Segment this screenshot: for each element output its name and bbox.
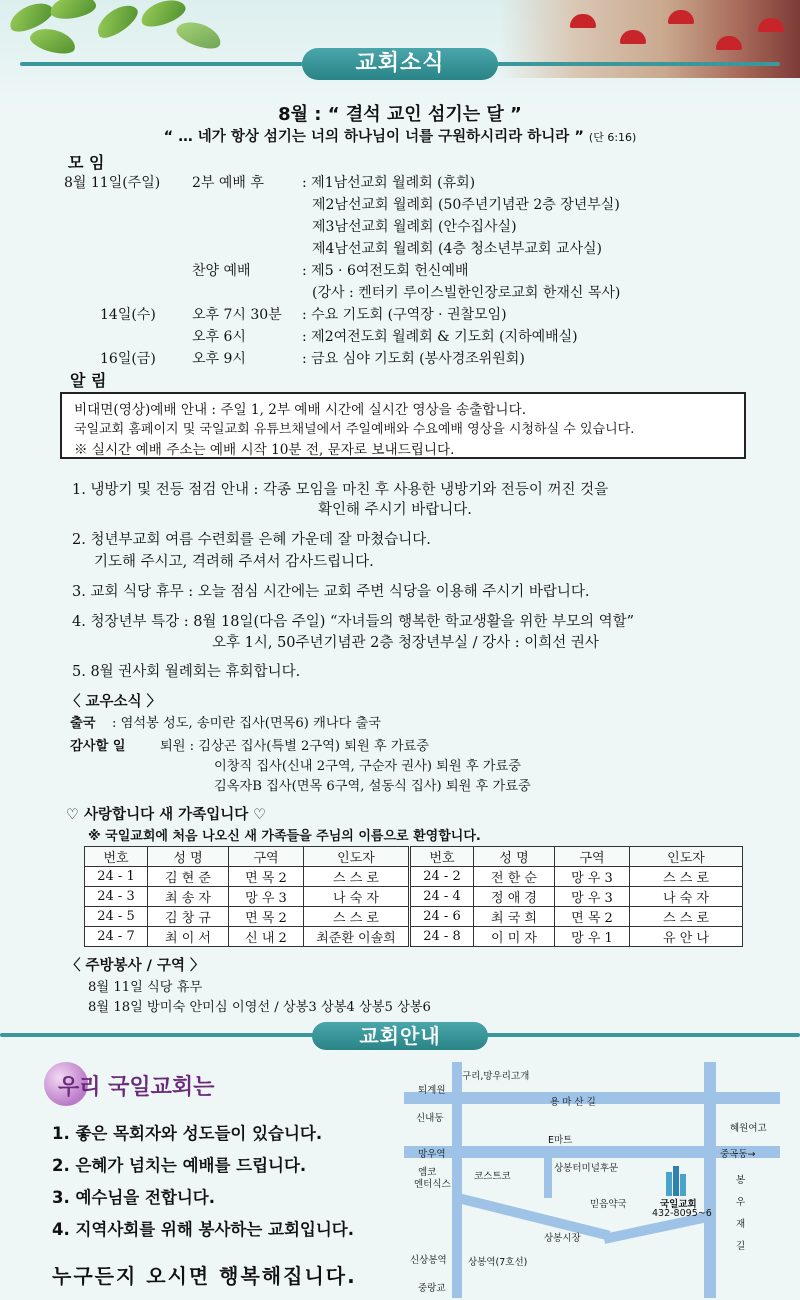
table-cell: 스 스 로 bbox=[630, 867, 743, 887]
meeting-time: 오후 9시 bbox=[192, 351, 246, 367]
map-label: 길 bbox=[736, 1241, 746, 1252]
col-district: 구역 bbox=[555, 847, 630, 867]
news-banner: 교회소식 bbox=[302, 48, 498, 80]
table-cell: 면 목 2 bbox=[555, 907, 630, 927]
guide-closing: 누구든지 오시면 행복해집니다. bbox=[52, 1264, 357, 1288]
map-label: 혜원여고 bbox=[730, 1123, 767, 1134]
map-label: 엔터식스 bbox=[414, 1179, 451, 1190]
guide-item: 1. 좋은 목회자와 성도들이 있습니다. bbox=[52, 1124, 323, 1143]
table-cell: 24 - 3 bbox=[85, 887, 148, 907]
map-road-terminal bbox=[544, 1158, 552, 1198]
departure-label: 출국 bbox=[70, 716, 96, 731]
map-label: 신상봉역 bbox=[410, 1255, 447, 1266]
thanks-line: 이창직 집사(신내 2구역, 구순자 권사) 퇴원 후 가료중 bbox=[214, 759, 521, 774]
table-cell: 정 애 경 bbox=[474, 887, 555, 907]
table-cell: 24 - 5 bbox=[85, 907, 148, 927]
table-cell: 면 목 2 bbox=[229, 907, 304, 927]
meeting-description: 제2남선교회 월례회 (50주년기념관 2층 장년부실) bbox=[312, 197, 620, 213]
meeting-time: 오후 7시 30분 bbox=[192, 307, 282, 323]
table-cell: 유 안 나 bbox=[630, 927, 743, 947]
col-number: 번호 bbox=[410, 847, 474, 867]
table-cell: 면 목 2 bbox=[229, 867, 304, 887]
map-label: 상봉터미널후문 bbox=[554, 1163, 619, 1174]
verse-text: “ … 네가 항상 섬기는 너의 하나님이 너를 구원하시리라 하니라 ” bbox=[163, 129, 584, 145]
map-label: 퇴계원 bbox=[418, 1085, 446, 1096]
map-label: 코스트코 bbox=[474, 1171, 511, 1182]
table-cell: 24 - 4 bbox=[410, 887, 474, 907]
meeting-description: : 제2여전도회 월례회 & 기도회 (지하예배실) bbox=[302, 329, 578, 345]
meeting-description: 제4남선교회 월례회 (4층 청소년부교회 교사실) bbox=[312, 241, 602, 257]
thanks-line: 퇴원 : 김상곤 집사(특별 2구역) 퇴원 후 가료중 bbox=[160, 739, 430, 754]
map-label: 우 bbox=[736, 1197, 746, 1208]
meeting-time: 찬양 예배 bbox=[192, 263, 251, 279]
kitchen-line: 8월 18일 방미숙 안미심 이영선 / 상봉3 상봉4 상봉5 상봉6 bbox=[88, 1000, 431, 1015]
table-cell: 24 - 8 bbox=[410, 927, 474, 947]
meetings-heading: 모 임 bbox=[68, 153, 105, 172]
table-cell: 나 숙 자 bbox=[630, 887, 743, 907]
new-family-heading: ♡ 사랑합니다 새 가족입니다 ♡ bbox=[66, 807, 267, 823]
guide-item: 3. 예수님을 전합니다. bbox=[52, 1188, 216, 1207]
map-label: 봉 bbox=[736, 1175, 746, 1186]
meeting-date: 14일(수) bbox=[100, 307, 156, 323]
table-cell: 나 숙 자 bbox=[304, 887, 410, 907]
table-cell: 망 우 3 bbox=[229, 887, 304, 907]
members-news-heading: 〈 교우소식 〉 bbox=[66, 694, 162, 710]
table-cell: 김 현 준 bbox=[148, 867, 229, 887]
table-cell: 최 송 자 bbox=[148, 887, 229, 907]
table-cell: 최준환 이솔희 bbox=[304, 927, 410, 947]
kitchen-heading: 〈 주방봉사 / 구역 〉 bbox=[66, 958, 205, 974]
map-label: 망우역 bbox=[418, 1149, 446, 1160]
table-cell: 망 우 3 bbox=[555, 887, 630, 907]
notice-line: 비대면(영상)예배 안내 : 주일 1, 2부 예배 시간에 실시간 영상을 송출합니다. bbox=[74, 402, 527, 418]
map-label: 국일교회 bbox=[660, 1199, 697, 1210]
table-cell: 신 내 2 bbox=[229, 927, 304, 947]
table-cell: 이 미 자 bbox=[474, 927, 555, 947]
table-row bbox=[85, 907, 743, 927]
leaves-illustration bbox=[0, 0, 230, 80]
table-cell: 24 - 6 bbox=[410, 907, 474, 927]
notice-item-5: 5. 8월 권사회 월례회는 휴회합니다. bbox=[72, 664, 301, 680]
bulletin-page: 교회소식 8월 : “ 결석 교인 섬기는 달 ” “ … 네가 항상 섬기는 너의 하나님이 너를 구원하시리라 하니라 ” (단 6:16) 모 임 8월 11일(주일) 2부 예배 후 : 제1남선교회 월례회 (휴회) 제2남선교회 월례회 (50주년기념관 2층 장년부실) 제3남선교회 월례회 (안수집사실) 제4남선교회 월례회 (4층 청소년부교회 교사실) 찬양 예배 : 제5 · 6여전도회 헌신예배 (강사 : 켄터키 루이스빌한인장로교회 한재신 목사) 14일(수) 오후 7시 30분 : 수요 기도회 (구역장 · 권찰모임) 오후 6시 : 제2여전도회 월례회 & 기도회 (지하예배실) 16일(금) 오후 9시 : 금요 심야 기도회 (봉사경조위원회) 알 림 비대면(영상)예배 안내 : 주일 1, 2부 예배 시간에 실시간 영상을 송출합니다. 국일교회 홈페이지 및 국일교회 유튜브채널에서 주일예배와 수요예배 영상을 시청하실 수 있습니다. ※ 실시간 예배 주소는 예배 시작 10분 전, 문자로 보내드립니다. 1. 냉방기 및 전등 점검 안내 : 각종 모임을 마친 후 사용한 냉방기와 전등이 꺼진 것을 확인해 주시기 바랍니다. 2. 청년부교회 여름 수련회를 은혜 가운데 잘 마쳤습니다. 기도해 주시고, 격려해 주셔서 감사드립니다. 3. 교회 식당 휴무 : 오늘 점심 시간에는 교회 주변 식당을 이용해 주시기 바랍니다. 4. 청장년부 특강 : 8월 18일(다음 주일) “자녀들의 행복한 학교생활을 위한 부모의 역할” 오후 1시, 50주년기념관 2층 청장년부실 / 강사 : 이희선 권사 5. 8월 권사회 월례회는 휴회합니다. 〈 교우소식 〉 출국 : 염석봉 성도, 송미란 집사(면목6) 캐나다 출국 감사할 일 퇴원 : 김상곤 집사(특별 2구역) 퇴원 후 가료중 이창직 집사(신내 2구역, 구순자 권사) 퇴원 후 가료중 김옥자B 집사(면목 6구역, 설동식 집사) 퇴원 후 가료중 ♡ 사랑합니다 새 가족입니다 ♡ ※ 국일교회에 처음 나오신 새 가족들을 주님의 이름으로 환영합니다. 번호 성 명 구역 인도자 번호 성 명 구역 인도자 24 - 1 김 현 준 면 목 2 스 스 로 24 - 2 전 한 순 망 우 3 스 스 로 24 - 3 최 송 자 망 우 3 나 숙 자 24 - 4 정 애 경 망 우 3 나 숙 자 24 - 5 김 창 규 면 목 2 스 스 로 24 - 6 최 국 희 면 목 2 스 스 로 24 - 7 최 이 서 신 내 2 최준환 이솔희 24 - 8 이 미 자 망 우 1 유 안 나 〈 주방봉사 / 구역 〉 8월 11일 식당 휴무 8월 18일 방미숙 안미심 이영선 / 상봉3 상봉4 상봉5 상봉6 교회안내 우리 국일교회는 1. 좋은 목회자와 성도들이 있습니다. 2. 은혜가 넘치는 예배를 드립니다. 3. 예수님을 전합니다. 4. 지역사회를 위해 봉사하는 교회입니다. 누구든지 오시면 행복해집니다. 구리,망우리고개 퇴계원 용 마 산 길 신내동 E마트 혜원여고 망우역 중곡동→ 엠코 엔터식스 코스트코 상봉터미널후문 국일교회 432-8095~6 믿음약국 봉 우 재 길 상봉시장 신상봉역 상봉역(7호선) 중랑교 bbox=[0, 0, 800, 1300]
guide-item: 4. 지역사회를 위해 봉사하는 교회입니다. bbox=[52, 1220, 355, 1239]
meeting-description: (강사 : 켄터키 루이스빌한인장로교회 한재신 목사) bbox=[312, 285, 621, 301]
col-district: 구역 bbox=[229, 847, 304, 867]
map-road-diagonal bbox=[453, 1192, 611, 1240]
church-guide-section bbox=[0, 1022, 800, 1300]
thanks-line: 김옥자B 집사(면목 6구역, 설동식 집사) 퇴원 후 가료중 bbox=[214, 779, 531, 794]
departure-text: : 염석봉 성도, 송미란 집사(면목6) 캐나다 출국 bbox=[112, 716, 382, 731]
table-cell: 24 - 7 bbox=[85, 927, 148, 947]
map-label: 중랑교 bbox=[418, 1283, 446, 1294]
verse-reference: (단 6:16) bbox=[588, 131, 637, 144]
map-label: 신내동 bbox=[416, 1113, 444, 1124]
month-theme-title: 8월 : “ 결석 교인 섬기는 달 ” bbox=[278, 104, 522, 125]
table-row bbox=[85, 887, 743, 907]
map-label: 용 마 산 길 bbox=[550, 1097, 596, 1108]
church-building-icon bbox=[660, 1166, 692, 1196]
col-number: 번호 bbox=[85, 847, 148, 867]
table-cell: 망 우 1 bbox=[555, 927, 630, 947]
map-label: 상봉역(7호선) bbox=[468, 1257, 528, 1268]
meeting-time: 오후 6시 bbox=[192, 329, 246, 345]
meeting-description: : 수요 기도회 (구역장 · 권찰모임) bbox=[302, 307, 507, 323]
guide-banner: 교회안내 bbox=[312, 1022, 488, 1050]
table-cell: 김 창 규 bbox=[148, 907, 229, 927]
meeting-date: 8월 11일(주일) bbox=[64, 175, 161, 191]
notice-line: ※ 실시간 예배 주소는 예배 시작 10분 전, 문자로 보내드립니다. bbox=[74, 442, 455, 458]
location-map bbox=[404, 1062, 780, 1298]
table-cell: 망 우 3 bbox=[555, 867, 630, 887]
table-cell: 스 스 로 bbox=[630, 907, 743, 927]
announcements-heading: 알 림 bbox=[70, 371, 107, 390]
guide-intro bbox=[20, 1050, 400, 1290]
map-label: 구리,망우리고개 bbox=[462, 1071, 530, 1082]
table-cell: 최 국 희 bbox=[474, 907, 555, 927]
table-row bbox=[85, 867, 743, 887]
choir-photo bbox=[500, 0, 800, 78]
table-cell: 최 이 서 bbox=[148, 927, 229, 947]
meeting-date: 16일(금) bbox=[100, 351, 156, 367]
meeting-description: : 금요 심야 기도회 (봉사경조위원회) bbox=[302, 351, 525, 367]
col-name: 성 명 bbox=[474, 847, 555, 867]
map-label: E마트 bbox=[548, 1135, 573, 1146]
table-cell: 전 한 순 bbox=[474, 867, 555, 887]
col-name: 성 명 bbox=[148, 847, 229, 867]
notice-item-3: 3. 교회 식당 휴무 : 오늘 점심 시간에는 교회 주변 식당을 이용해 주시기 바랍니다. bbox=[72, 584, 590, 600]
col-guide: 인도자 bbox=[304, 847, 410, 867]
table-row bbox=[85, 927, 743, 947]
meeting-description: 제3남선교회 월례회 (안수집사실) bbox=[312, 219, 517, 235]
online-worship-notice bbox=[60, 392, 746, 459]
meeting-description: : 제1남선교회 월례회 (휴회) bbox=[302, 175, 476, 191]
table-cell: 24 - 2 bbox=[410, 867, 474, 887]
new-family-note: ※ 국일교회에 처음 나오신 새 가족들을 주님의 이름으로 환영합니다. bbox=[88, 829, 481, 844]
new-family-rows bbox=[85, 867, 743, 947]
meeting-description: : 제5 · 6여전도회 헌신예배 bbox=[302, 263, 469, 279]
table-cell: 스 스 로 bbox=[304, 907, 410, 927]
map-label: 상봉시장 bbox=[544, 1233, 581, 1244]
map-label: 432-8095~6 bbox=[652, 1208, 712, 1219]
kitchen-line: 8월 11일 식당 휴무 bbox=[88, 980, 203, 995]
notice-line: 국일교회 홈페이지 및 국일교회 유튜브채널에서 주일예배와 수요예배 영상을 시청하실 수 있습니다. bbox=[74, 422, 635, 437]
table-header-row bbox=[85, 847, 743, 867]
theme-verse bbox=[0, 125, 800, 146]
table-cell: 스 스 로 bbox=[304, 867, 410, 887]
map-label: 엠코 bbox=[418, 1167, 437, 1178]
guide-item: 2. 은혜가 넘치는 예배를 드립니다. bbox=[52, 1156, 307, 1175]
map-label: 중곡동→ bbox=[720, 1149, 756, 1160]
col-guide: 인도자 bbox=[630, 847, 743, 867]
guide-title: 우리 국일교회는 bbox=[58, 1075, 215, 1100]
new-family-table bbox=[84, 846, 743, 947]
thanks-label: 감사할 일 bbox=[70, 739, 126, 754]
map-label: 재 bbox=[736, 1219, 746, 1230]
map-label: 믿음약국 bbox=[590, 1199, 627, 1210]
table-cell: 24 - 1 bbox=[85, 867, 148, 887]
meeting-time: 2부 예배 후 bbox=[192, 175, 264, 191]
